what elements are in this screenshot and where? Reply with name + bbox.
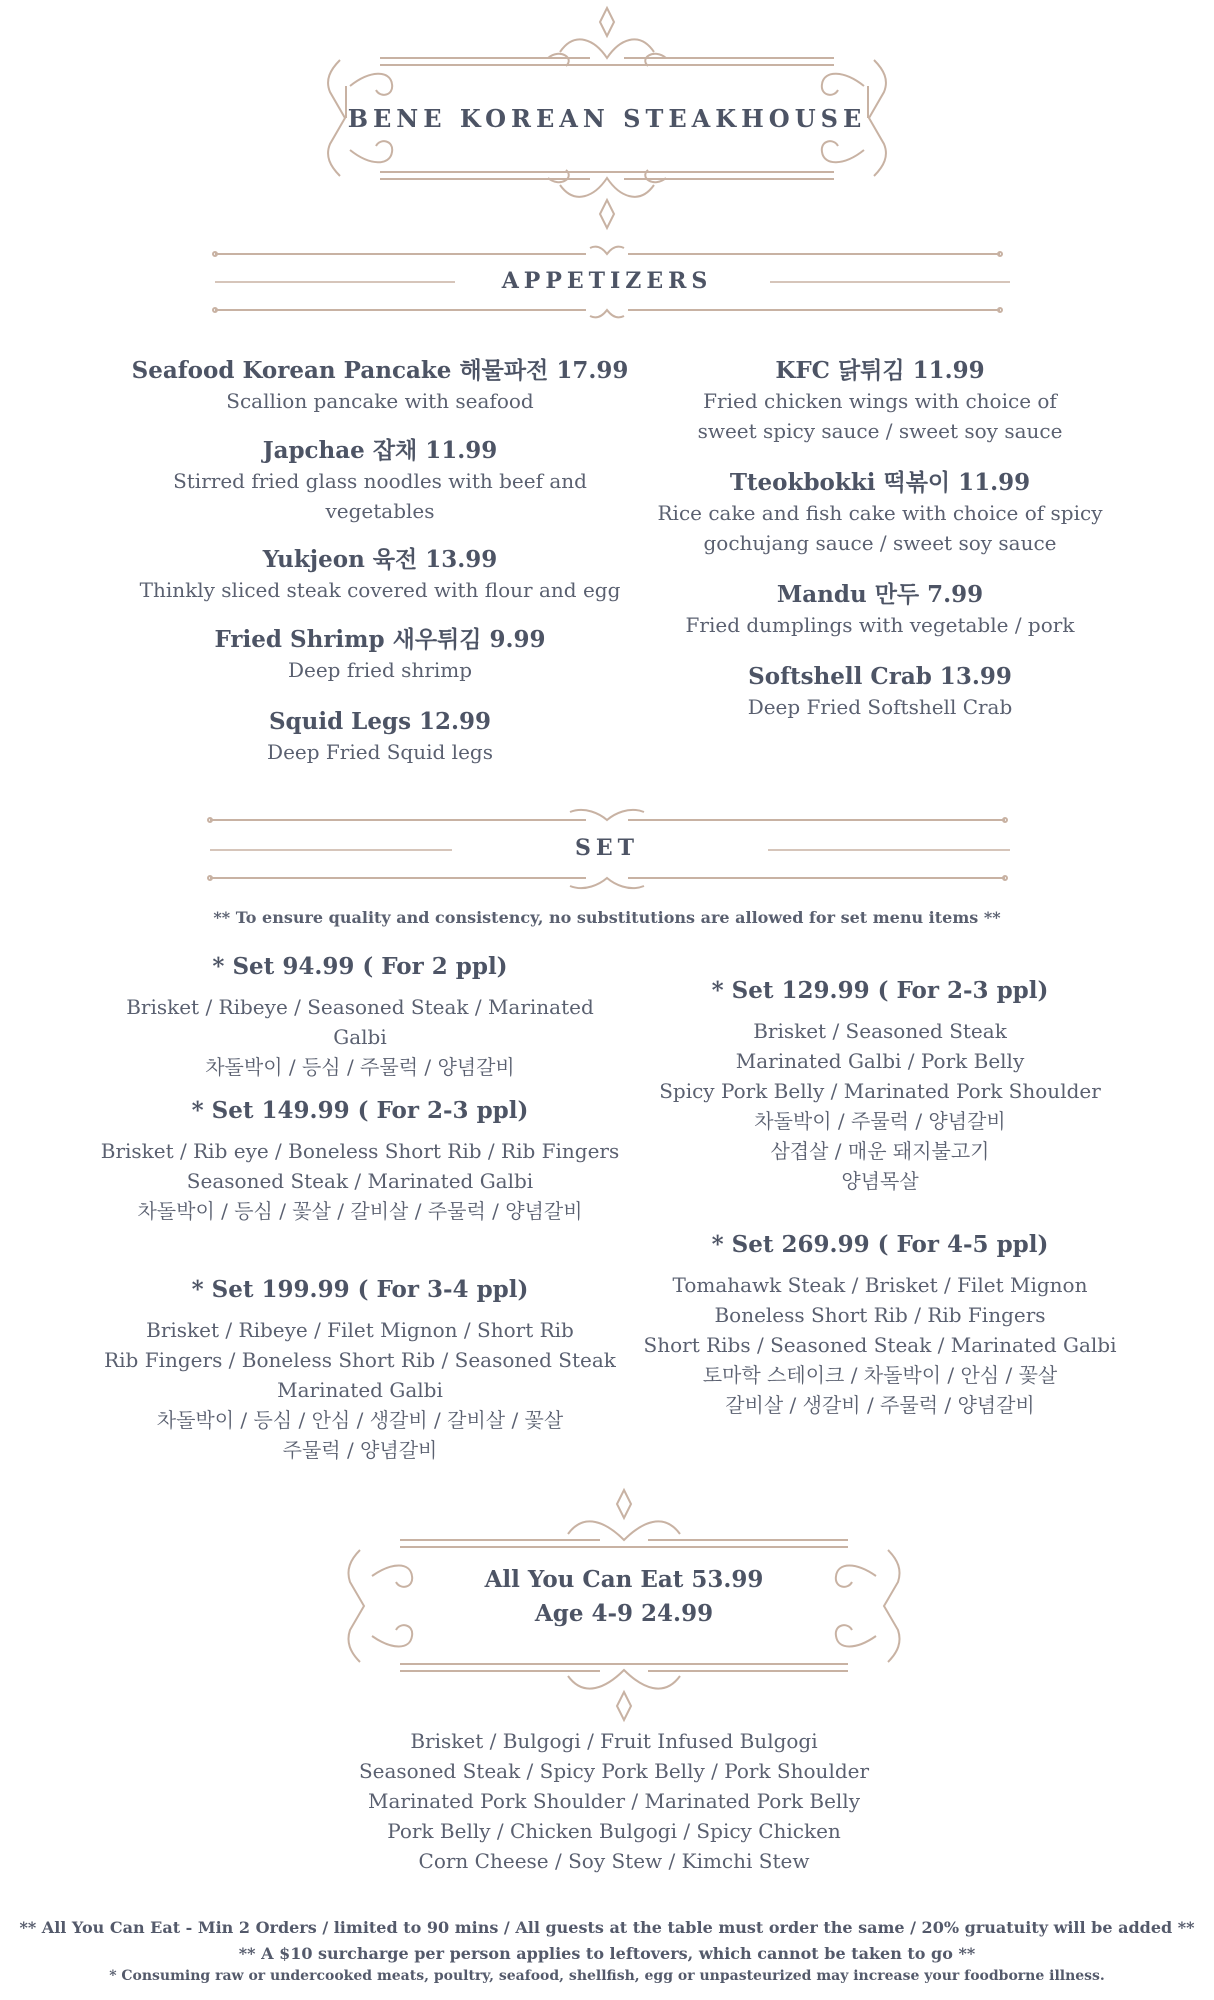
appetizers-title: APPETIZERS [501, 268, 713, 294]
appetizer-item [130, 625, 630, 685]
set-item [620, 1230, 1140, 1420]
set-name: * Set 269.99 ( For 4-5 ppl) [711, 1231, 1049, 1258]
set-line: 삼겹살 / 매운 돼지불고기 [770, 1139, 990, 1163]
ayce-item: Brisket / Bulgogi / Fruit Infused Bulgogi [410, 1729, 818, 1753]
set-note: ** To ensure quality and consistency, no substitutions are allowed for set menu items ** [213, 908, 1001, 927]
item-desc: Deep Fried Squid legs [267, 740, 493, 764]
item-name: Fried Shrimp 새우튀김 9.99 [214, 626, 546, 653]
set-line: Brisket / Ribeye / Filet Mignon / Short Rib [146, 1318, 574, 1342]
set-line: Brisket / Rib eye / Boneless Short Rib / Rib Fingers [100, 1139, 620, 1163]
item-name: Squid Legs 12.99 [268, 708, 492, 735]
set-name: * Set 199.99 ( For 3-4 ppl) [191, 1276, 529, 1303]
ayce-header [414, 1563, 834, 1631]
footer-note-consumption: * Consuming raw or undercooked meats, poultry, seafood, shellfish, egg or unpasteurized may increase your foodborne illness. [109, 1968, 1105, 1984]
set-line: Short Ribs / Seasoned Steak / Marinated Galbi [643, 1333, 1117, 1357]
footer-note-ayce: ** All You Can Eat - Min 2 Orders / limited to 90 mins / All guests at the table must order the same / 20% gruatuity will be added ** [19, 1918, 1195, 1937]
ayce-item: Corn Cheese / Soy Stew / Kimchi Stew [418, 1849, 810, 1873]
appetizer-item [130, 436, 630, 526]
set-line: Rib Fingers / Boneless Short Rib / Seasoned Steak [104, 1348, 616, 1372]
set-line: Brisket / Seasoned Steak [753, 1019, 1007, 1043]
set-name: * Set 129.99 ( For 2-3 ppl) [711, 977, 1049, 1004]
item-name: Seafood Korean Pancake 해물파전 17.99 [131, 357, 629, 384]
set-line: 차돌박이 / 등심 / 안심 / 생갈비 / 갈비살 / 꽃살 [156, 1408, 564, 1432]
item-name: KFC 닭튀김 11.99 [775, 357, 985, 384]
set-line: Brisket / Ribeye / Seasoned Steak / Marinated Galbi [126, 995, 594, 1049]
set-line: 토마학 스테이크 / 차돌박이 / 안심 / 꽃살 [702, 1363, 1058, 1387]
set-line: Spicy Pork Belly / Marinated Pork Shoulder [659, 1079, 1101, 1103]
item-desc: Stirred fried glass noodles with beef and [173, 469, 587, 493]
item-name: Softshell Crab 13.99 [748, 663, 1012, 690]
set-line: 양념목살 [841, 1169, 919, 1193]
item-desc: Deep Fried Softshell Crab [747, 695, 1013, 719]
item-desc: Deep fried shrimp [287, 658, 473, 682]
set-line: Boneless Short Rib / Rib Fingers [714, 1303, 1046, 1327]
set-item [100, 952, 620, 1082]
appetizer-item [630, 356, 1130, 446]
set-item [620, 976, 1140, 1196]
set-line: Seasoned Steak / Marinated Galbi [186, 1169, 534, 1193]
item-desc: vegetables [325, 499, 435, 523]
item-desc: Thinkly sliced steak covered with flour and egg [139, 578, 621, 602]
ayce-item: Pork Belly / Chicken Bulgogi / Spicy Chicken [387, 1819, 841, 1843]
item-desc: Fried dumplings with vegetable / pork [685, 613, 1075, 637]
appetizer-item [130, 545, 630, 605]
set-line: 주물럭 / 양념갈비 [282, 1438, 438, 1462]
item-desc: sweet spicy sauce / sweet soy sauce [697, 419, 1063, 443]
set-line: 차돌박이 / 등심 / 꽃살 / 갈비살 / 주물럭 / 양념갈비 [137, 1199, 583, 1223]
item-desc: gochujang sauce / sweet soy sauce [703, 531, 1057, 555]
appetizer-item [630, 662, 1130, 722]
restaurant-name: BENE KOREAN STEAKHOUSE [347, 104, 867, 133]
ayce-items [300, 1726, 928, 1876]
set-line: 차돌박이 / 등심 / 주물럭 / 양념갈비 [205, 1055, 515, 1079]
appetizer-item [630, 580, 1130, 640]
set-name: * Set 94.99 ( For 2 ppl) [212, 953, 508, 980]
set-line: Marinated Galbi / Pork Belly [735, 1049, 1025, 1073]
set-line: 갈비살 / 생갈비 / 주물럭 / 양념갈비 [725, 1393, 1035, 1417]
ayce-item: Seasoned Steak / Spicy Pork Belly / Pork Shoulder [358, 1759, 870, 1783]
item-desc: Scallion pancake with seafood [226, 389, 534, 413]
appetizer-item [630, 468, 1130, 558]
set-item [100, 1275, 620, 1465]
set-item [100, 1096, 620, 1226]
set-line: Tomahawk Steak / Brisket / Filet Mignon [672, 1273, 1088, 1297]
appetizer-item [130, 707, 630, 767]
ayce-title: All You Can Eat 53.99 [484, 1566, 764, 1593]
appetizer-item [130, 356, 630, 416]
item-desc: Fried chicken wings with choice of [703, 389, 1057, 413]
ayce-subtitle: Age 4-9 24.99 [534, 1600, 714, 1627]
ayce-item: Marinated Pork Shoulder / Marinated Pork Belly [367, 1789, 861, 1813]
item-name: Yukjeon 육전 13.99 [262, 546, 498, 573]
item-name: Tteokbokki 떡볶이 11.99 [729, 469, 1031, 496]
set-title: SET [574, 835, 640, 861]
set-name: * Set 149.99 ( For 2-3 ppl) [191, 1097, 529, 1124]
item-name: Mandu 만두 7.99 [776, 581, 984, 608]
set-line: Marinated Galbi [277, 1378, 443, 1402]
footer-note-leftovers: ** A $10 surcharge per person applies to leftovers, which cannot be taken to go ** [238, 1944, 976, 1963]
item-name: Japchae 잡채 11.99 [262, 437, 498, 464]
item-desc: Rice cake and fish cake with choice of spicy [657, 501, 1103, 525]
set-line: 차돌박이 / 주물럭 / 양념갈비 [754, 1109, 1006, 1133]
